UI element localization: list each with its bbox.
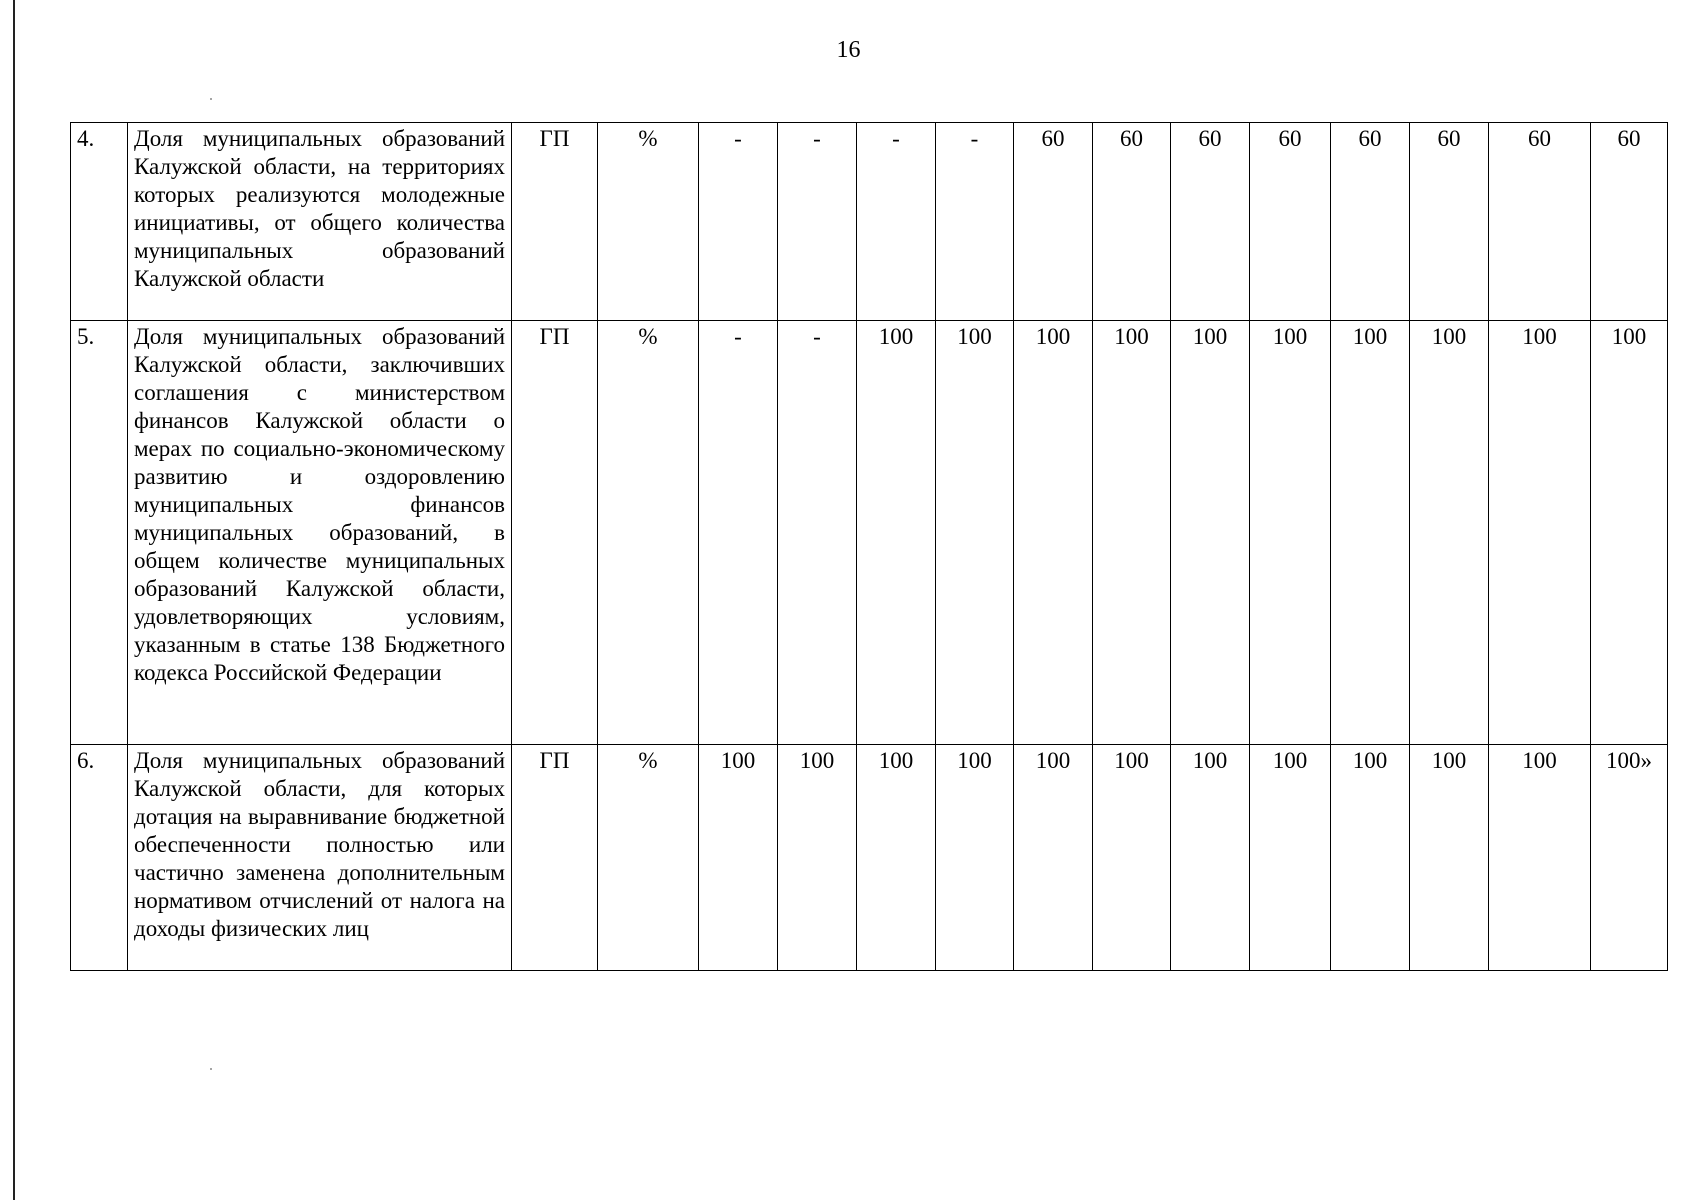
unit-of-measure: % (598, 321, 699, 745)
indicator-value: 60 (1331, 123, 1410, 321)
page-number: 16 (836, 37, 861, 63)
indicator-value: 60 (1171, 123, 1250, 321)
indicator-value: 100 (1591, 321, 1668, 745)
indicator-value: 100 (1171, 745, 1250, 971)
scan-speck (210, 1068, 212, 1070)
indicator-description: Доля муниципальных образований Калужской области, заключивших соглашения с министерством финансов Калужской области о мерах по социально-экономическому развитию и оздоровлению муниципальных финансов муниципальных образований, в общем количестве муниципальных образований Калужской области, удовлетворяющих условиям, указанным в статье 138 Бюджетного кодекса Российской Федерации (128, 321, 512, 745)
indicator-value: 100 (936, 321, 1014, 745)
indicator-value: 100 (1014, 321, 1093, 745)
indicator-value: 100 (936, 745, 1014, 971)
unit-of-measure: % (598, 745, 699, 971)
indicator-value: 100 (1171, 321, 1250, 745)
row-number: 4. (71, 123, 128, 321)
indicator-value: - (699, 321, 778, 745)
indicator-value: 100 (1250, 745, 1331, 971)
indicator-value: 100 (1093, 321, 1171, 745)
indicator-value: 100 (1093, 745, 1171, 971)
table-row (71, 123, 1668, 321)
indicator-value: 100 (1489, 745, 1591, 971)
table-row (71, 745, 1668, 971)
indicator-description: Доля муниципальных образований Калужской области, для которых дотация на выравнивание бюджетной обеспеченности полностью или частично заменена дополнительным нормативом отчислений от налога на доходы физических лиц (128, 745, 512, 971)
indicator-value: 100 (1410, 321, 1489, 745)
indicator-value: - (936, 123, 1014, 321)
indicator-value: 60 (1250, 123, 1331, 321)
indicator-value: 100 (1014, 745, 1093, 971)
indicator-value: 100 (699, 745, 778, 971)
indicator-value: - (778, 321, 857, 745)
indicator-value: 100 (1331, 321, 1410, 745)
indicator-value: 100 (1410, 745, 1489, 971)
program-code: ГП (512, 123, 598, 321)
indicator-value: 60 (1489, 123, 1591, 321)
indicator-value: 60 (1014, 123, 1093, 321)
indicator-value: 100 (1250, 321, 1331, 745)
indicator-value: 100 (1331, 745, 1410, 971)
indicator-value: 60 (1591, 123, 1668, 321)
unit-of-measure: % (598, 123, 699, 321)
indicator-description: Доля муниципальных образований Калужской области, на территориях которых реализуются молодежные инициативы, от общего количества муниципальных образований Калужской области (128, 123, 512, 321)
program-code: ГП (512, 321, 598, 745)
indicator-value: 100 (857, 321, 936, 745)
row-number: 5. (71, 321, 128, 745)
indicator-value: 100 (857, 745, 936, 971)
indicator-value: 100» (1591, 745, 1668, 971)
program-code: ГП (512, 745, 598, 971)
indicator-value: 60 (1410, 123, 1489, 321)
scan-speck (210, 98, 212, 100)
indicator-value: - (778, 123, 857, 321)
indicator-value: 60 (1093, 123, 1171, 321)
page-binding-edge (13, 0, 15, 1200)
row-number: 6. (71, 745, 128, 971)
indicator-value: 100 (778, 745, 857, 971)
indicator-value: 100 (1489, 321, 1591, 745)
indicator-value: - (857, 123, 936, 321)
indicators-table (70, 122, 1668, 971)
indicator-value: - (699, 123, 778, 321)
table-row (71, 321, 1668, 745)
